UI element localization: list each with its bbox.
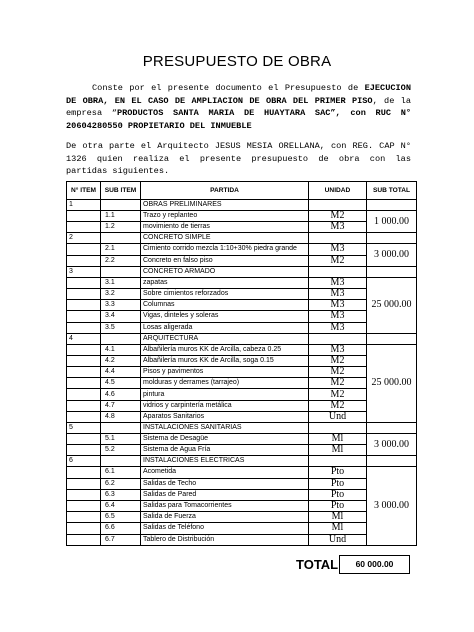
row-item-empty: [67, 378, 101, 389]
row-partida: Columnas: [141, 300, 309, 311]
row-partida: Salida de Fuerza: [141, 512, 309, 523]
section-total-empty: [367, 200, 417, 211]
section-row: [67, 333, 417, 344]
section-item-number: 4: [67, 333, 101, 344]
row-unit: M3: [309, 311, 367, 322]
header-item: N° ITEM: [67, 182, 101, 200]
row-sub-item: 2.2: [101, 255, 141, 266]
row-partida: Concreto en falso piso: [141, 255, 309, 266]
row-item-empty: [67, 467, 101, 478]
row-sub-item: 6.7: [101, 534, 141, 545]
section-unit-empty: [309, 266, 367, 277]
table-row: [67, 211, 417, 222]
intro-paragraph-1: [66, 82, 411, 132]
section-unit-empty: [309, 423, 367, 434]
row-unit: M2: [309, 211, 367, 222]
table-row: [67, 222, 417, 233]
section-name: OBRAS PRELIMINARES: [141, 200, 309, 211]
row-sub-item: 6.3: [101, 489, 141, 500]
header-partida: PARTIDA: [141, 182, 309, 200]
row-unit: M2: [309, 255, 367, 266]
section-item-number: 2: [67, 233, 101, 244]
table-row: [67, 478, 417, 489]
table-row: [67, 277, 417, 288]
section-unit-empty: [309, 233, 367, 244]
row-item-empty: [67, 411, 101, 422]
header-sub-total: SUB TOTAL: [367, 182, 417, 200]
table-header-row: [67, 182, 417, 200]
table-row: [67, 244, 417, 255]
row-unit: M3: [309, 322, 367, 333]
section-unit-empty: [309, 333, 367, 344]
intro-text-d: PRODUCTOS SANTA MARIA DE HUAYTARA SAC: [116, 108, 331, 119]
row-sub-item: 6.5: [101, 512, 141, 523]
section-total-empty: [367, 233, 417, 244]
section-total-empty: [367, 456, 417, 467]
row-sub-item: 4.2: [101, 355, 141, 366]
row-item-empty: [67, 244, 101, 255]
row-item-empty: [67, 434, 101, 445]
row-partida: Tablero de Distribución: [141, 534, 309, 545]
section-sub-empty: [101, 423, 141, 434]
section-item-number: 6: [67, 456, 101, 467]
row-item-empty: [67, 288, 101, 299]
row-partida: zapatas: [141, 277, 309, 288]
row-item-empty: [67, 445, 101, 456]
row-partida: Vigas, dinteles y soleras: [141, 311, 309, 322]
table-row: [67, 355, 417, 366]
total-value: 60 000.00: [339, 555, 410, 574]
section-item-number: 3: [67, 266, 101, 277]
section-subtotal: 3 000.00: [367, 467, 417, 545]
row-sub-item: 3.5: [101, 322, 141, 333]
row-sub-item: 6.4: [101, 500, 141, 511]
row-item-empty: [67, 478, 101, 489]
table-row: [67, 311, 417, 322]
row-unit: Pto: [309, 467, 367, 478]
section-subtotal: 3 000.00: [367, 434, 417, 456]
row-partida: movimiento de tierras: [141, 222, 309, 233]
section-item-number: 5: [67, 423, 101, 434]
intro-text-c: , de la empresa “: [66, 95, 411, 119]
row-item-empty: [67, 400, 101, 411]
header-unidad: UNIDAD: [309, 182, 367, 200]
header-sub-item: SUB ITEM: [101, 182, 141, 200]
table-row: [67, 378, 417, 389]
section-total-empty: [367, 266, 417, 277]
section-row: [67, 233, 417, 244]
table-row: [67, 489, 417, 500]
section-subtotal: 25 000.00: [367, 277, 417, 333]
row-unit: Pto: [309, 489, 367, 500]
row-unit: Ml: [309, 445, 367, 456]
row-partida: Aparatos Sanitarios: [141, 411, 309, 422]
row-partida: vidrios y carpintería metálica: [141, 400, 309, 411]
section-sub-empty: [101, 456, 141, 467]
intro-paragraph-2: De otra parte el Arquitecto JESUS MESIA ORELLANA, con REG. CAP N° 1326 quien realiza el presente presupuesto de obra con las partidas siguientes.: [66, 141, 411, 177]
row-partida: Pisos y pavimentos: [141, 367, 309, 378]
row-unit: M2: [309, 389, 367, 400]
row-unit: Ml: [309, 523, 367, 534]
row-item-empty: [67, 355, 101, 366]
row-unit: M3: [309, 277, 367, 288]
table-row: [67, 300, 417, 311]
row-unit: Ml: [309, 434, 367, 445]
row-partida: Salidas de Teléfono: [141, 523, 309, 534]
row-item-empty: [67, 322, 101, 333]
table-row: [67, 534, 417, 545]
row-sub-item: 5.1: [101, 434, 141, 445]
row-unit: M3: [309, 344, 367, 355]
row-item-empty: [67, 389, 101, 400]
row-item-empty: [67, 211, 101, 222]
section-name: INSTALACIONES ELECTRICAS: [141, 456, 309, 467]
row-sub-item: 3.1: [101, 277, 141, 288]
row-sub-item: 4.7: [101, 400, 141, 411]
section-total-empty: [367, 333, 417, 344]
row-partida: molduras y derrames (tarrajeo): [141, 378, 309, 389]
row-sub-item: 2.1: [101, 244, 141, 255]
row-unit: M3: [309, 244, 367, 255]
section-subtotal: 3 000.00: [367, 244, 417, 266]
table-row: [67, 434, 417, 445]
section-item-number: 1: [67, 200, 101, 211]
row-sub-item: 1.2: [101, 222, 141, 233]
row-sub-item: 4.6: [101, 389, 141, 400]
row-item-empty: [67, 255, 101, 266]
total-label: TOTAL: [296, 557, 339, 572]
row-unit: Und: [309, 411, 367, 422]
row-partida: Cimiento corrido mezcla 1:10+30% piedra grande: [141, 244, 309, 255]
row-partida: Sobre cimientos reforzados: [141, 288, 309, 299]
row-item-empty: [67, 277, 101, 288]
row-sub-item: 6.2: [101, 478, 141, 489]
row-unit: M3: [309, 222, 367, 233]
row-partida: Albañilería muros KK de Arcilla, soga 0.15: [141, 355, 309, 366]
section-row: [67, 200, 417, 211]
row-sub-item: 3.3: [101, 300, 141, 311]
row-partida: Salidas de Pared: [141, 489, 309, 500]
section-sub-empty: [101, 266, 141, 277]
section-subtotal: 1 000.00: [367, 211, 417, 233]
row-unit: M3: [309, 288, 367, 299]
section-sub-empty: [101, 200, 141, 211]
row-unit: Pto: [309, 478, 367, 489]
row-item-empty: [67, 367, 101, 378]
table-row: [67, 288, 417, 299]
row-unit: M3: [309, 300, 367, 311]
table-row: [67, 400, 417, 411]
intro-text-b: EJECUCION DE OBRA, EN EL CASO DE AMPLIACION DE OBRA DEL PRIMER PISO: [66, 83, 411, 106]
row-item-empty: [67, 311, 101, 322]
row-partida: Sistema de Agua Fría: [141, 445, 309, 456]
row-item-empty: [67, 300, 101, 311]
row-partida: Acometida: [141, 467, 309, 478]
document-title: PRESUPUESTO DE OBRA: [142, 53, 332, 70]
row-sub-item: 1.1: [101, 211, 141, 222]
table-row: [67, 389, 417, 400]
section-sub-empty: [101, 233, 141, 244]
row-partida: Albañilería muros KK de Arcilla, cabeza 0.25: [141, 344, 309, 355]
section-name: ARQUITECTURA: [141, 333, 309, 344]
table-row: [67, 367, 417, 378]
row-unit: Ml: [309, 512, 367, 523]
section-sub-empty: [101, 333, 141, 344]
section-row: [67, 266, 417, 277]
section-unit-empty: [309, 200, 367, 211]
row-item-empty: [67, 500, 101, 511]
row-item-empty: [67, 489, 101, 500]
row-item-empty: [67, 523, 101, 534]
row-partida: Salidas de Techo: [141, 478, 309, 489]
row-sub-item: 4.5: [101, 378, 141, 389]
table-row: [67, 411, 417, 422]
row-unit: M2: [309, 367, 367, 378]
section-name: CONCRETO SIMPLE: [141, 233, 309, 244]
table-row: [67, 512, 417, 523]
row-partida: Salidas para Tomacorrientes: [141, 500, 309, 511]
row-unit: Und: [309, 534, 367, 545]
row-sub-item: 6.1: [101, 467, 141, 478]
table-row: [67, 445, 417, 456]
table-row: [67, 255, 417, 266]
table-row: [67, 467, 417, 478]
section-name: CONCRETO ARMADO: [141, 266, 309, 277]
table-row: [67, 344, 417, 355]
row-unit: Pto: [309, 500, 367, 511]
row-sub-item: 6.6: [101, 523, 141, 534]
row-sub-item: 3.4: [101, 311, 141, 322]
table-row: [67, 500, 417, 511]
table-row: [67, 523, 417, 534]
row-partida: pintura: [141, 389, 309, 400]
row-partida: Trazo y replanteo: [141, 211, 309, 222]
intro-text-e: ”, con RUC N° 20604280550 PROPIETARIO DEL INMUEBLE: [66, 108, 412, 131]
row-sub-item: 4.8: [101, 411, 141, 422]
table-row: [67, 322, 417, 333]
row-sub-item: 4.1: [101, 344, 141, 355]
row-item-empty: [67, 222, 101, 233]
row-sub-item: 5.2: [101, 445, 141, 456]
row-item-empty: [67, 512, 101, 523]
intro-text-a: Conste por el presente documento el Presupuesto de: [92, 83, 365, 93]
budget-table: [66, 181, 417, 546]
row-partida: Losas aligerada: [141, 322, 309, 333]
row-sub-item: 4.4: [101, 367, 141, 378]
section-row: [67, 423, 417, 434]
section-unit-empty: [309, 456, 367, 467]
row-item-empty: [67, 344, 101, 355]
row-unit: M2: [309, 378, 367, 389]
row-unit: M2: [309, 400, 367, 411]
section-row: [67, 456, 417, 467]
row-partida: Sistema de Desagüe: [141, 434, 309, 445]
section-subtotal: 25 000.00: [367, 344, 417, 422]
row-item-empty: [67, 534, 101, 545]
section-total-empty: [367, 423, 417, 434]
row-sub-item: 3.2: [101, 288, 141, 299]
row-unit: M2: [309, 355, 367, 366]
section-name: INSTALACIONES SANITARIAS: [141, 423, 309, 434]
